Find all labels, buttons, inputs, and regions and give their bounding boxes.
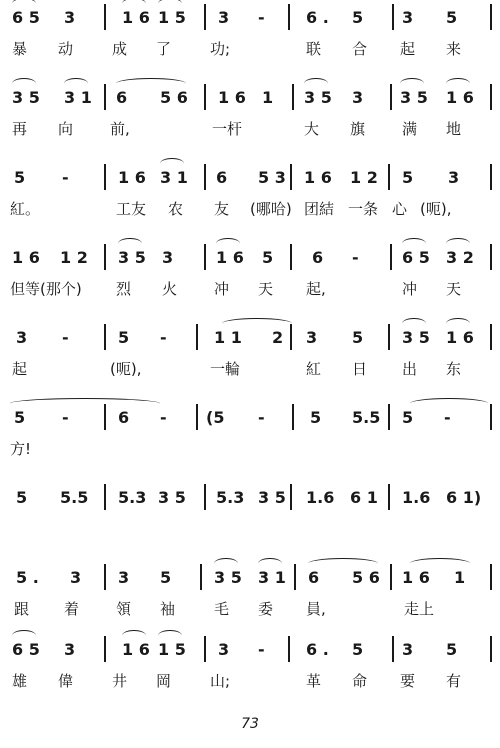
note: - <box>160 408 167 427</box>
note: 1 6 <box>122 640 150 659</box>
bar-line <box>104 564 106 590</box>
note: 5 <box>160 568 172 587</box>
note: 1.6 <box>306 488 335 507</box>
note: 1 6 <box>12 248 40 267</box>
note: - <box>444 408 451 427</box>
note: 5 6 <box>160 88 188 107</box>
note: 3 <box>118 568 130 587</box>
lyric-word: (哪哈) <box>250 200 292 218</box>
slur-mark <box>12 0 36 9</box>
slur-mark <box>118 238 142 249</box>
lyric-word: 了 <box>156 40 172 58</box>
lyric-word: 起 <box>400 40 416 58</box>
lyric-word: 火 <box>162 280 178 298</box>
page-number: 73 <box>241 716 259 732</box>
note: 1 2 <box>60 248 88 267</box>
note-line <box>0 164 500 192</box>
bar-line <box>204 244 206 270</box>
note: 3 <box>306 328 318 347</box>
lyric-word: 来 <box>446 40 462 58</box>
note: 6 5 <box>12 8 40 27</box>
slur-mark <box>402 238 426 249</box>
lyric-line <box>0 38 500 62</box>
bar-line <box>290 244 292 270</box>
bar-line <box>204 484 206 510</box>
bar-line <box>104 164 106 190</box>
bar-line <box>104 324 106 350</box>
lyric-word: 領 <box>116 600 132 618</box>
note: - <box>352 248 359 267</box>
note: 5 <box>262 248 274 267</box>
note: 3 <box>16 328 28 347</box>
bar-line <box>388 404 390 430</box>
bar-line <box>490 404 492 430</box>
slur-mark <box>446 78 470 89</box>
note: 5 <box>118 328 130 347</box>
bar-line <box>200 564 202 590</box>
stave-row <box>0 564 500 644</box>
note: 3 <box>64 640 76 659</box>
lyric-line <box>0 118 500 142</box>
lyric-word: 功; <box>210 40 231 58</box>
note: 1 6 <box>402 568 430 587</box>
lyric-word: (呃), <box>110 360 142 378</box>
note: 1 5 <box>158 640 186 659</box>
slur-mark <box>446 318 470 329</box>
bar-line <box>290 164 292 190</box>
note: 5 <box>446 640 458 659</box>
lyric-word: 合 <box>352 40 368 58</box>
bar-line <box>390 244 392 270</box>
note: 3 5 <box>12 88 40 107</box>
note: 3 <box>352 88 364 107</box>
stave-row <box>0 244 500 324</box>
note-line <box>0 564 500 592</box>
note: 2 <box>272 328 284 347</box>
bar-line <box>490 4 492 30</box>
slur-mark <box>12 78 36 89</box>
note: 3 5 <box>258 488 286 507</box>
bar-line <box>392 4 394 30</box>
stave-row <box>0 324 500 404</box>
note: 5 <box>14 408 26 427</box>
lyric-word: (呃), <box>420 200 452 218</box>
note: 5 <box>402 408 414 427</box>
note: 1 6 <box>446 88 474 107</box>
bar-line <box>490 564 492 590</box>
lyric-word: 毛 <box>214 600 230 618</box>
note-line <box>0 636 500 664</box>
lyric-word: 天 <box>258 280 274 298</box>
note: 5.3 <box>216 488 245 507</box>
note: 5 6 <box>352 568 380 587</box>
lyric-word: 冲 <box>402 280 418 298</box>
bar-line <box>204 84 206 110</box>
note: 6 . <box>306 640 329 659</box>
bar-line <box>490 324 492 350</box>
stave-row <box>0 4 500 84</box>
slur-mark <box>64 78 88 89</box>
lyric-word: 出 <box>402 360 418 378</box>
bar-line <box>288 4 290 30</box>
slur-mark <box>158 630 182 641</box>
note: 3 1 <box>64 88 92 107</box>
bar-line <box>390 84 392 110</box>
lyric-word: 冲 <box>214 280 230 298</box>
slur-mark <box>122 0 146 9</box>
slur-mark <box>222 318 292 329</box>
lyric-word: 有 <box>446 672 462 690</box>
note: 1 5 <box>158 8 186 27</box>
slur-mark <box>400 78 424 89</box>
note: 3 <box>218 8 230 27</box>
slur-mark <box>158 0 182 9</box>
note: 5 <box>310 408 322 427</box>
lyric-word: 走上 <box>404 600 435 618</box>
note: - <box>258 408 265 427</box>
lyric-word: 岡 <box>156 672 172 690</box>
note: 5 <box>16 488 28 507</box>
bar-line <box>388 164 390 190</box>
lyric-word: 向 <box>58 120 74 138</box>
lyric-word: 动 <box>58 40 74 58</box>
note: 3 <box>448 168 460 187</box>
note: 6 <box>308 568 320 587</box>
lyric-word: 大 <box>304 120 320 138</box>
bar-line <box>490 244 492 270</box>
stave-row <box>0 636 500 716</box>
bar-line <box>388 324 390 350</box>
slur-mark <box>308 558 378 569</box>
note: 6 <box>312 248 324 267</box>
lyric-line <box>0 438 500 462</box>
lyric-word: 井 <box>112 672 128 690</box>
note: 5 <box>446 8 458 27</box>
note: - <box>62 408 69 427</box>
note: 1 <box>454 568 466 587</box>
lyric-word: 东 <box>446 360 462 378</box>
note: 5.3 <box>118 488 147 507</box>
lyric-word: 紅 <box>306 360 322 378</box>
note-line <box>0 244 500 272</box>
slur-mark <box>116 78 186 89</box>
bar-line <box>204 164 206 190</box>
note: - <box>258 8 265 27</box>
note: 1 1 <box>214 328 242 347</box>
bar-line <box>388 484 390 510</box>
bar-line <box>204 636 206 662</box>
lyric-word: 友 <box>214 200 230 218</box>
lyric-word: 团結 <box>304 200 335 218</box>
lyric-line <box>0 598 500 622</box>
lyric-word: 成 <box>112 40 128 58</box>
note: - <box>62 328 69 347</box>
note: 3 1 <box>258 568 286 587</box>
note: 5 3 <box>258 168 286 187</box>
bar-line <box>490 84 492 110</box>
note: 3 <box>218 640 230 659</box>
note: 6 5 <box>402 248 430 267</box>
stave-row <box>0 404 500 484</box>
slur-mark <box>402 318 426 329</box>
note: 1 6 <box>216 248 244 267</box>
slur-mark <box>446 238 470 249</box>
note: 1 6 <box>122 8 150 27</box>
lyric-line <box>0 278 500 302</box>
bar-line <box>292 84 294 110</box>
lyric-word: 起 <box>12 360 28 378</box>
note: 5.5 <box>60 488 89 507</box>
stave-row <box>0 484 500 564</box>
note: - <box>258 640 265 659</box>
bar-line <box>392 636 394 662</box>
lyric-word: 袖 <box>160 600 176 618</box>
lyric-word: 着 <box>64 600 80 618</box>
lyric-word: 命 <box>352 672 368 690</box>
bar-line <box>104 84 106 110</box>
lyric-word: 天 <box>446 280 462 298</box>
note: 3 1 <box>160 168 188 187</box>
note: 3 <box>402 640 414 659</box>
note: 1 6 <box>446 328 474 347</box>
note: 3 <box>162 248 174 267</box>
note: 3 5 <box>118 248 146 267</box>
note-line <box>0 84 500 112</box>
lyric-word: 心 <box>392 200 408 218</box>
slur-mark <box>12 630 36 641</box>
lyric-word: 旗 <box>350 120 366 138</box>
lyric-word: 紅。 <box>10 200 41 218</box>
lyric-line <box>0 518 500 542</box>
lyric-word: 烈 <box>116 280 132 298</box>
slur-mark <box>10 398 160 409</box>
lyric-word: 方! <box>10 440 32 458</box>
bar-line <box>204 4 206 30</box>
note: 5 <box>14 168 26 187</box>
note: 6 5 <box>12 640 40 659</box>
lyric-word: 革 <box>306 672 322 690</box>
lyric-line <box>0 198 500 222</box>
note: 1 6 <box>304 168 332 187</box>
note: 5 <box>352 328 364 347</box>
note-line <box>0 404 500 432</box>
note: 3 5 <box>400 88 428 107</box>
lyric-word: 起, <box>306 280 326 298</box>
bar-line <box>288 636 290 662</box>
lyric-word: 但等(那个) <box>10 280 82 298</box>
bar-line <box>490 636 492 662</box>
bar-line <box>490 164 492 190</box>
note: 6 <box>118 408 130 427</box>
note: 3 5 <box>158 488 186 507</box>
stave-row <box>0 84 500 164</box>
lyric-word: 雄 <box>12 672 28 690</box>
lyric-word: 满 <box>402 120 418 138</box>
note: 3 <box>402 8 414 27</box>
bar-line <box>294 564 296 590</box>
lyric-word: 一条 <box>348 200 379 218</box>
bar-line <box>104 4 106 30</box>
note: 1 2 <box>350 168 378 187</box>
lyric-word: 地 <box>446 120 462 138</box>
note: 3 5 <box>214 568 242 587</box>
note: 3 <box>64 8 76 27</box>
note: 6 <box>116 88 128 107</box>
bar-line <box>196 324 198 350</box>
slur-mark <box>410 558 470 569</box>
lyric-word: 一輪 <box>210 360 241 378</box>
lyric-word: 日 <box>352 360 368 378</box>
note: 6 1 <box>350 488 378 507</box>
note: 1.6 <box>402 488 431 507</box>
slur-mark <box>214 558 238 569</box>
note: 5 <box>352 8 364 27</box>
bar-line <box>292 404 294 430</box>
lyric-line <box>0 358 500 382</box>
lyric-word: 前, <box>110 120 130 138</box>
note: 5 . <box>16 568 39 587</box>
bar-line <box>104 244 106 270</box>
note: 6 . <box>306 8 329 27</box>
slur-mark <box>410 398 488 409</box>
bar-line <box>104 636 106 662</box>
slur-mark <box>122 630 146 641</box>
note: - <box>160 328 167 347</box>
note: 1 6 <box>118 168 146 187</box>
slur-mark <box>160 158 184 169</box>
note-line <box>0 484 500 512</box>
lyric-word: 跟 <box>14 600 30 618</box>
note-line <box>0 324 500 352</box>
note: 3 <box>70 568 82 587</box>
lyric-line <box>0 670 500 694</box>
stave-row <box>0 164 500 244</box>
lyric-word: 联 <box>306 40 322 58</box>
lyric-word: 工友 <box>116 200 147 218</box>
note: 6 <box>216 168 228 187</box>
note: 1 6 <box>218 88 246 107</box>
note: 5 <box>402 168 414 187</box>
note-line <box>0 4 500 32</box>
note: 5.5 <box>352 408 381 427</box>
note: 5 <box>352 640 364 659</box>
lyric-word: 委 <box>258 600 274 618</box>
bar-line <box>290 484 292 510</box>
note: 3 5 <box>304 88 332 107</box>
note: - <box>62 168 69 187</box>
note: 3 2 <box>446 248 474 267</box>
lyric-word: 农 <box>168 200 184 218</box>
note: 6 1) <box>446 488 482 507</box>
slur-mark <box>258 558 282 569</box>
lyric-word: 一杆 <box>212 120 243 138</box>
note: (5 <box>206 408 225 427</box>
lyric-word: 要 <box>400 672 416 690</box>
note: 1 <box>262 88 274 107</box>
note: 3 5 <box>402 328 430 347</box>
bar-line <box>196 404 198 430</box>
lyric-word: 員, <box>306 600 326 618</box>
bar-line <box>390 564 392 590</box>
slur-mark <box>304 78 328 89</box>
bar-line <box>104 484 106 510</box>
lyric-word: 再 <box>12 120 28 138</box>
lyric-word: 山; <box>210 672 231 690</box>
lyric-word: 偉 <box>58 672 74 690</box>
slur-mark <box>216 238 240 249</box>
lyric-word: 暴 <box>12 40 28 58</box>
